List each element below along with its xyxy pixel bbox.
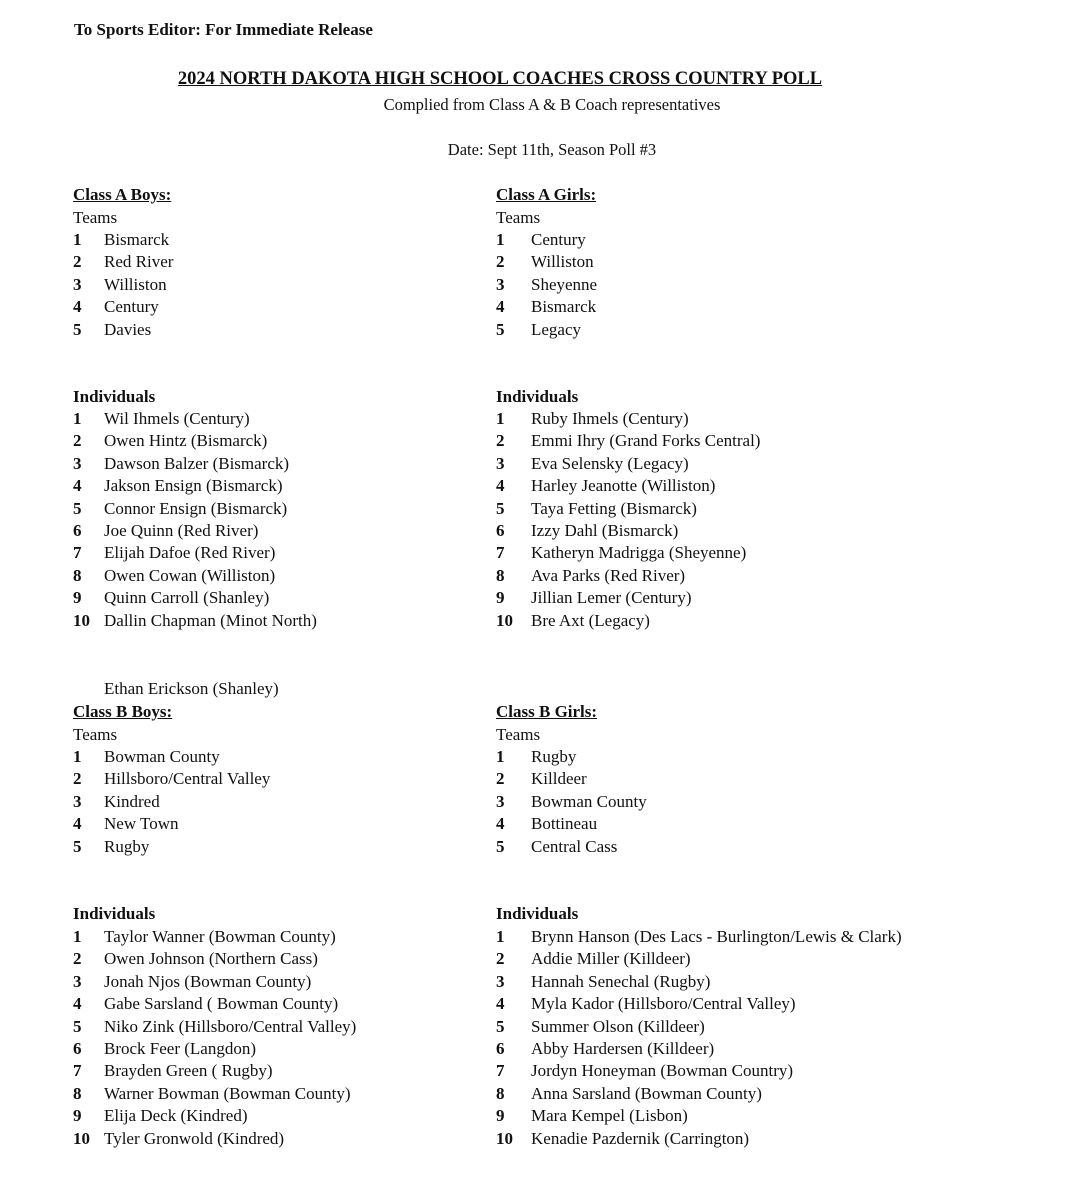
entry-name: New Town	[104, 814, 179, 834]
list-item	[496, 296, 956, 318]
class-b-boys-individuals-label: Individuals	[73, 904, 156, 923]
list-item	[496, 408, 956, 430]
entry-name: Mara Kempel (Lisbon)	[531, 1106, 688, 1126]
list-item	[496, 565, 956, 587]
class-a-girls-teams-label: Teams	[496, 208, 541, 227]
rank-number: 3	[73, 453, 82, 473]
rank-number: 4	[496, 814, 505, 834]
entry-name: Hillsboro/Central Valley	[104, 769, 271, 789]
rank-number: 2	[73, 252, 82, 272]
class-b-boys-teams-label: Teams	[73, 725, 118, 744]
entry-name: Myla Kador (Hillsboro/Central Valley)	[531, 994, 796, 1014]
poll-title: 2024 NORTH DAKOTA HIGH SCHOOL COACHES CROSS COUNTRY POLL	[177, 69, 823, 89]
list-item	[73, 836, 433, 858]
list-item	[496, 542, 956, 564]
list-item	[73, 791, 433, 813]
entry-name: Bottineau	[531, 814, 598, 834]
rank-number: 2	[496, 431, 505, 451]
list-item	[496, 498, 956, 520]
rank-number: 1	[73, 409, 82, 428]
class-b-boys-heading: Class B Boys:	[73, 702, 173, 721]
entry-name: Brayden Green ( Rugby)	[104, 1061, 273, 1081]
entry-name: Sheyenne	[531, 274, 598, 294]
list-item	[73, 319, 433, 341]
rank-number: 5	[73, 836, 82, 856]
rank-number: 8	[496, 1083, 505, 1103]
class-a-girls-individuals-list	[496, 408, 956, 632]
list-item	[73, 587, 433, 609]
entry-name: Taya Fetting (Bismarck)	[531, 498, 697, 518]
rank-number: 9	[73, 1106, 82, 1126]
entry-name: Addie Miller (Killdeer)	[531, 949, 691, 969]
rank-number: 10	[496, 610, 513, 630]
entry-name: Wil Ihmels (Century)	[104, 409, 250, 428]
list-item	[496, 836, 956, 858]
entry-name: Jonah Njos (Bowman County)	[104, 971, 312, 991]
entry-name: Century	[531, 230, 586, 249]
rank-number: 10	[73, 1128, 90, 1148]
entry-name: Izzy Dahl (Bismarck)	[531, 520, 679, 540]
rank-number: 5	[73, 1016, 82, 1036]
rank-number: 5	[73, 319, 82, 339]
entry-name: Katheryn Madrigga (Sheyenne)	[531, 543, 747, 563]
rank-number: 2	[73, 431, 82, 451]
list-item	[496, 791, 956, 813]
poll-subtitle: Complied from Class A & B Coach representatives	[383, 95, 721, 114]
list-item	[73, 565, 433, 587]
class-b-boys-teams-list	[73, 746, 433, 858]
rank-number: 4	[73, 476, 82, 496]
rank-number: 4	[73, 814, 82, 834]
rank-number: 8	[73, 1083, 82, 1103]
poll-date: Date: Sept 11th, Season Poll #3	[447, 140, 657, 159]
rank-number: 4	[73, 297, 82, 317]
list-item	[73, 948, 433, 970]
entry-name: Gabe Sarsland ( Bowman County)	[104, 994, 339, 1014]
rank-number: 4	[496, 476, 505, 496]
class-b-boys-individuals-list	[73, 926, 433, 1150]
rank-number: 5	[496, 498, 505, 518]
list-item	[496, 453, 956, 475]
class-a-girls-teams-list	[496, 229, 956, 341]
entry-name: Williston	[531, 252, 594, 272]
rank-number: 3	[73, 971, 82, 991]
list-item	[496, 251, 956, 273]
entry-name: Anna Sarsland (Bowman County)	[531, 1083, 762, 1103]
rank-number: 4	[496, 297, 505, 317]
entry-name: Bre Axt (Legacy)	[531, 610, 650, 630]
class-b-girls-teams-label: Teams	[496, 725, 541, 744]
entry-name: Bowman County	[531, 791, 647, 811]
rank-number: 2	[73, 769, 82, 789]
rank-number: 9	[496, 588, 505, 608]
rank-number: 1	[73, 747, 82, 766]
rank-number: 1	[496, 230, 505, 249]
list-item	[73, 1038, 433, 1060]
list-item	[496, 948, 956, 970]
list-item	[73, 408, 433, 430]
list-item	[73, 746, 433, 768]
list-item	[496, 1038, 956, 1060]
entry-name: Abby Hardersen (Killdeer)	[531, 1038, 715, 1058]
entry-name: Warner Bowman (Bowman County)	[104, 1083, 351, 1103]
list-item	[73, 274, 433, 296]
entry-name: Bismarck	[104, 230, 170, 249]
entry-name: Taylor Wanner (Bowman County)	[104, 927, 336, 946]
entry-name: Brock Feer (Langdon)	[104, 1038, 257, 1058]
entry-name: Elija Deck (Kindred)	[104, 1106, 248, 1126]
rank-number: 1	[73, 927, 82, 946]
list-item	[73, 993, 433, 1015]
entry-name: Rugby	[531, 747, 577, 766]
entry-name: Niko Zink (Hillsboro/Central Valley)	[104, 1016, 357, 1036]
entry-name: Jakson Ensign (Bismarck)	[104, 476, 283, 496]
entry-name: Legacy	[531, 319, 582, 339]
rank-number: 1	[73, 230, 82, 249]
entry-name: Jordyn Honeyman (Bowman Country)	[531, 1061, 794, 1081]
list-item	[73, 768, 433, 790]
class-b-girls-individuals-label: Individuals	[496, 904, 579, 923]
rank-number: 6	[496, 520, 505, 540]
rank-number: 1	[496, 409, 505, 428]
entry-name: Dallin Chapman (Minot North)	[104, 610, 317, 630]
class-a-boys-extra-runner: Ethan Erickson (Shanley)	[104, 679, 279, 698]
list-item	[73, 926, 433, 948]
list-item	[496, 768, 956, 790]
entry-name: Ruby Ihmels (Century)	[531, 409, 689, 428]
rank-number: 7	[496, 543, 505, 563]
rank-number: 7	[73, 543, 82, 563]
entry-name: Dawson Balzer (Bismarck)	[104, 453, 290, 473]
rank-number: 5	[73, 498, 82, 518]
entry-name: Central Cass	[531, 836, 618, 856]
entry-name: Tyler Gronwold (Kindred)	[104, 1128, 285, 1148]
rank-number: 4	[496, 994, 505, 1014]
rank-number: 7	[496, 1061, 505, 1081]
rank-number: 3	[496, 791, 505, 811]
entry-name: Bowman County	[104, 747, 220, 766]
entry-name: Jillian Lemer (Century)	[531, 588, 692, 608]
list-item	[73, 1060, 433, 1082]
release-header: To Sports Editor: For Immediate Release	[74, 20, 373, 39]
entry-name: Harley Jeanotte (Williston)	[531, 476, 716, 496]
entry-name: Summer Olson (Killdeer)	[531, 1016, 705, 1036]
rank-number: 5	[496, 319, 505, 339]
entry-name: Owen Cowan (Williston)	[104, 565, 276, 585]
list-item	[496, 926, 956, 948]
list-item	[496, 746, 956, 768]
list-item	[496, 1016, 956, 1038]
rank-number: 1	[496, 747, 505, 766]
class-b-girls-heading: Class B Girls:	[496, 702, 598, 721]
rank-number: 8	[73, 565, 82, 585]
list-item	[496, 610, 956, 632]
class-a-boys-teams-list	[73, 229, 433, 341]
list-item	[73, 430, 433, 452]
entry-name: Kenadie Pazdernik (Carrington)	[531, 1128, 750, 1148]
list-item	[496, 274, 956, 296]
rank-number: 2	[496, 252, 505, 272]
list-item	[496, 1060, 956, 1082]
rank-number: 3	[73, 274, 82, 294]
list-item	[496, 430, 956, 452]
rank-number: 2	[496, 769, 505, 789]
list-item	[73, 813, 433, 835]
rank-number: 9	[73, 588, 82, 608]
rank-number: 10	[496, 1128, 513, 1148]
class-a-girls-heading: Class A Girls:	[496, 185, 597, 204]
rank-number: 6	[496, 1038, 505, 1058]
entry-name: Owen Johnson (Northern Cass)	[104, 949, 318, 969]
entry-name: Ava Parks (Red River)	[531, 565, 686, 585]
rank-number: 2	[496, 949, 505, 969]
entry-name: Red River	[104, 252, 174, 272]
rank-number: 9	[496, 1106, 505, 1126]
entry-name: Elijah Dafoe (Red River)	[104, 543, 276, 563]
class-a-boys-heading: Class A Boys:	[73, 185, 172, 204]
entry-name: Emmi Ihry (Grand Forks Central)	[531, 431, 761, 451]
class-a-girls-individuals-label: Individuals	[496, 387, 579, 406]
class-b-girls-individuals-list	[496, 926, 956, 1150]
entry-name: Brynn Hanson (Des Lacs - Burlington/Lewis & Clark)	[531, 927, 902, 946]
class-a-boys-individuals-label: Individuals	[73, 387, 156, 406]
list-item	[73, 296, 433, 318]
list-item	[496, 813, 956, 835]
rank-number: 10	[73, 610, 90, 630]
rank-number: 1	[496, 927, 505, 946]
entry-name: Kindred	[104, 791, 160, 811]
entry-name: Joe Quinn (Red River)	[104, 520, 259, 540]
entry-name: Century	[104, 297, 159, 317]
list-item	[73, 475, 433, 497]
list-item	[496, 1083, 956, 1105]
list-item	[496, 971, 956, 993]
entry-name: Davies	[104, 319, 152, 339]
entry-name: Owen Hintz (Bismarck)	[104, 431, 268, 451]
rank-number: 4	[73, 994, 82, 1014]
list-item	[73, 1128, 433, 1150]
entry-name: Quinn Carroll (Shanley)	[104, 588, 270, 608]
rank-number: 2	[73, 949, 82, 969]
list-item	[496, 993, 956, 1015]
class-b-girls-teams-list	[496, 746, 956, 858]
rank-number: 3	[496, 971, 505, 991]
entry-name: Eva Selensky (Legacy)	[531, 453, 689, 473]
list-item	[496, 587, 956, 609]
list-item	[73, 498, 433, 520]
rank-number: 7	[73, 1061, 82, 1081]
list-item	[496, 1128, 956, 1150]
entry-name: Connor Ensign (Bismarck)	[104, 498, 288, 518]
list-item	[73, 251, 433, 273]
entry-name: Bismarck	[531, 297, 597, 317]
list-item	[73, 971, 433, 993]
rank-number: 5	[496, 1016, 505, 1036]
list-item	[73, 610, 433, 632]
list-item	[73, 542, 433, 564]
class-a-boys-individuals-list	[73, 408, 433, 632]
list-item	[73, 1083, 433, 1105]
list-item	[496, 229, 956, 251]
rank-number: 5	[496, 836, 505, 856]
list-item	[73, 520, 433, 542]
list-item	[496, 319, 956, 341]
list-item	[496, 1105, 956, 1127]
list-item	[496, 520, 956, 542]
list-item	[73, 229, 433, 251]
list-item	[496, 475, 956, 497]
list-item	[73, 1016, 433, 1038]
rank-number: 6	[73, 1038, 82, 1058]
rank-number: 3	[73, 791, 82, 811]
entry-name: Hannah Senechal (Rugby)	[531, 971, 711, 991]
entry-name: Williston	[104, 274, 167, 294]
list-item	[73, 453, 433, 475]
rank-number: 3	[496, 453, 505, 473]
list-item	[73, 1105, 433, 1127]
entry-name: Killdeer	[531, 769, 587, 789]
class-a-boys-teams-label: Teams	[73, 208, 118, 227]
entry-name: Rugby	[104, 836, 150, 856]
rank-number: 6	[73, 520, 82, 540]
rank-number: 3	[496, 274, 505, 294]
rank-number: 8	[496, 565, 505, 585]
